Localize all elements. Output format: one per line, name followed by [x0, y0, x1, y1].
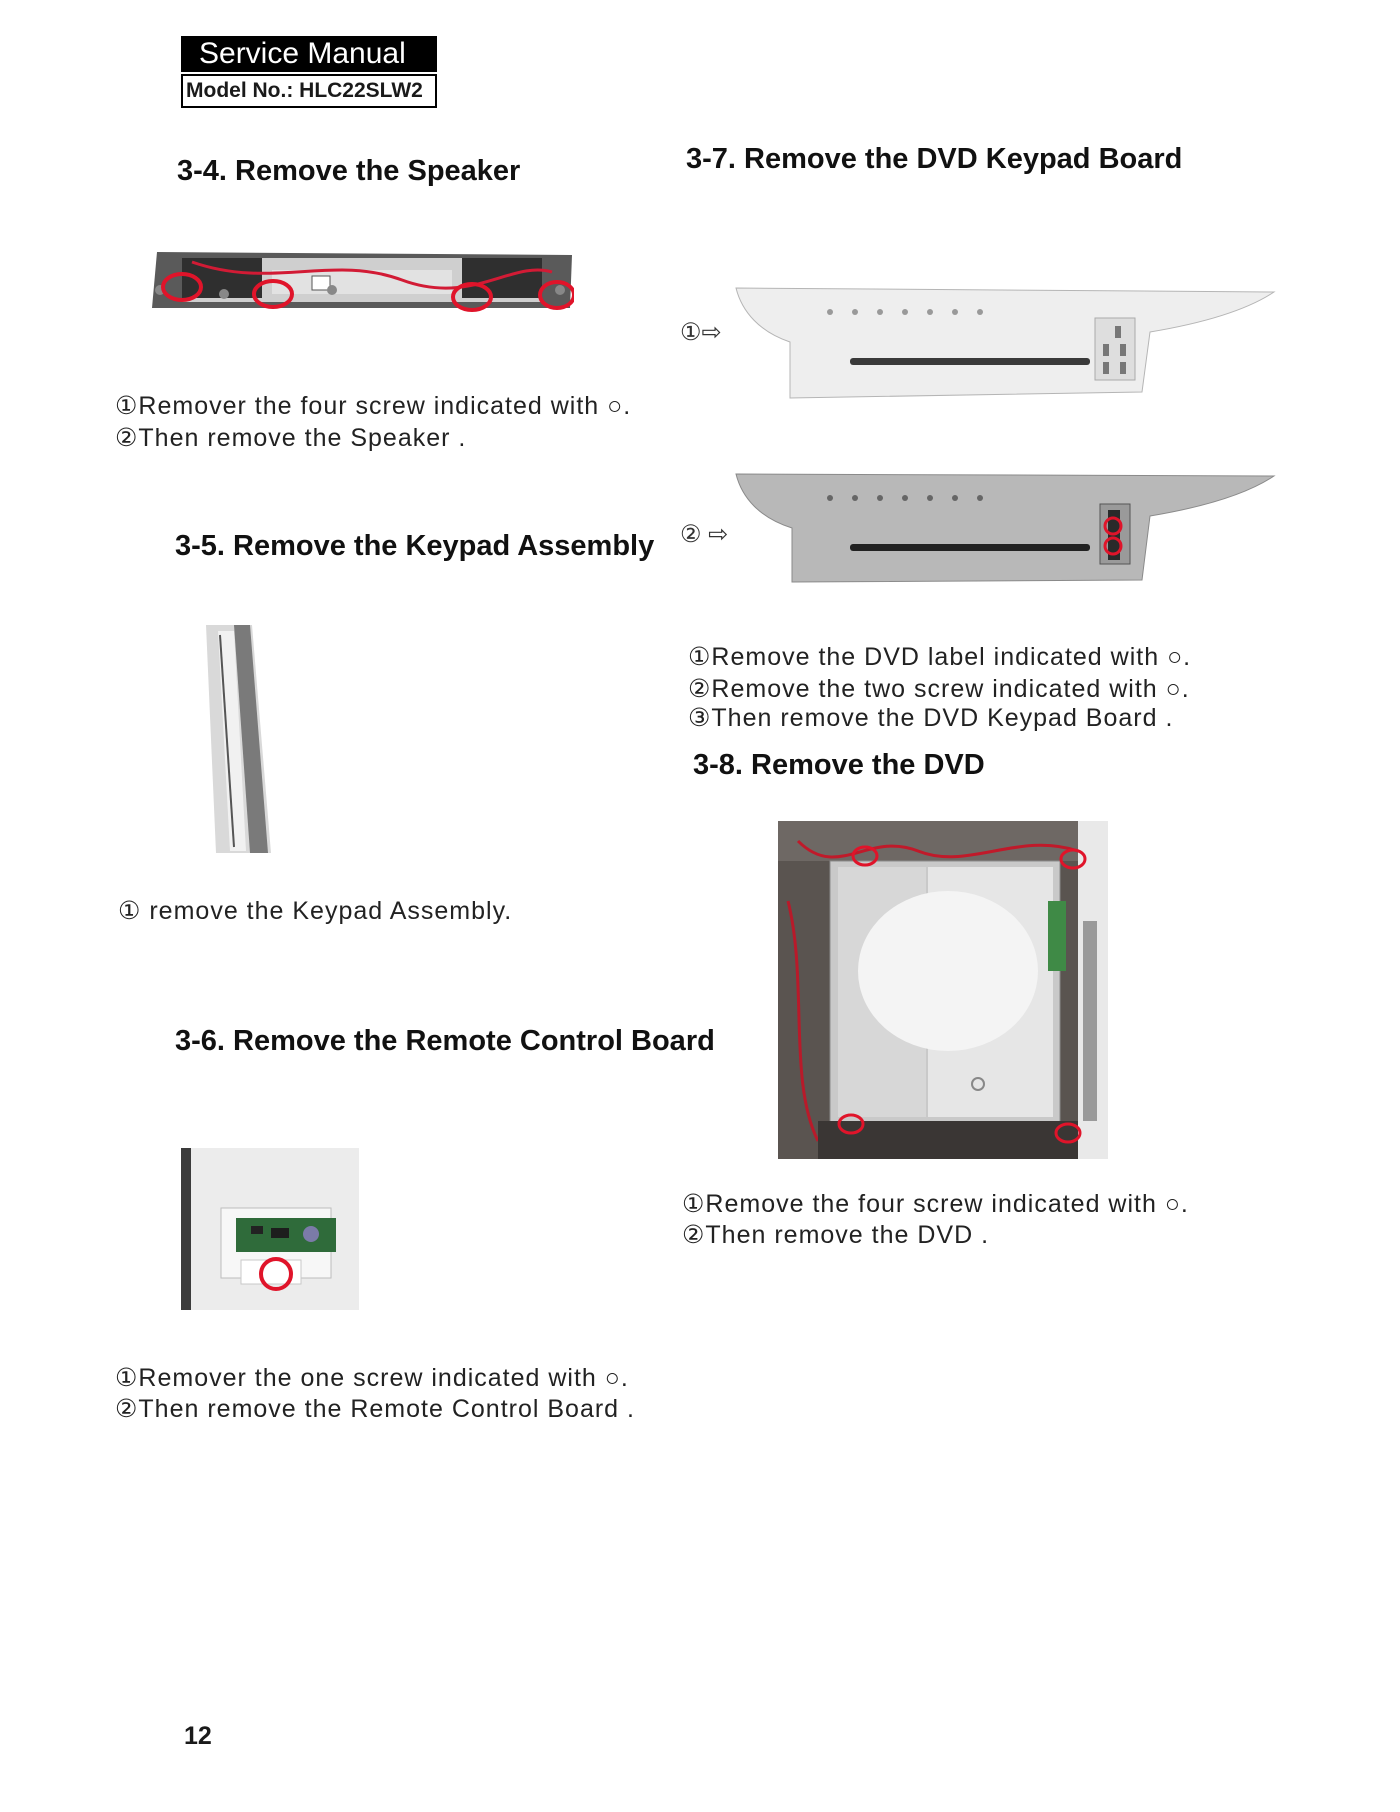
section-3-8-title: 3-8. Remove the DVD — [693, 749, 985, 781]
section-3-5-title: 3-5. Remove the Keypad Assembly — [175, 530, 655, 562]
step-3-8-2: ②Then remove the DVD . — [682, 1221, 990, 1249]
speaker-photo — [152, 250, 574, 312]
step-3-7-2: ②Remove the two screw indicated with ○. — [688, 675, 1190, 703]
remote-control-board-photo — [181, 1148, 359, 1310]
step-3-4-1: ①Remover the four screw indicated with ○. — [115, 392, 632, 420]
view-marker-2: ② ⇨ — [680, 521, 729, 548]
step-3-7-1: ①Remove the DVD label indicated with ○. — [688, 643, 1192, 671]
step-3-6-1: ①Remover the one screw indicated with ○. — [115, 1364, 629, 1392]
view-marker-1: ①⇨ — [680, 319, 722, 346]
step-3-6-2: ②Then remove the Remote Control Board . — [115, 1395, 635, 1423]
step-3-7-3: ③Then remove the DVD Keypad Board . — [688, 704, 1174, 732]
page-number: 12 — [184, 1722, 212, 1750]
dvd-keypad-photo-1 — [730, 282, 1278, 400]
step-3-8-1: ①Remove the four screw indicated with ○. — [682, 1190, 1189, 1218]
model-number: Model No.: HLC22SLW2 — [181, 74, 437, 108]
step-3-5-1: ① remove the Keypad Assembly. — [118, 897, 513, 925]
keypad-assembly-photo — [206, 625, 271, 853]
section-3-6-title: 3-6. Remove the Remote Control Board — [175, 1025, 715, 1057]
step-3-4-2: ②Then remove the Speaker . — [115, 424, 467, 452]
section-3-4-title: 3-4. Remove the Speaker — [177, 155, 521, 187]
dvd-photo — [778, 821, 1108, 1159]
section-3-7-title: 3-7. Remove the DVD Keypad Board — [686, 143, 1183, 175]
manual-title: Service Manual — [181, 36, 437, 72]
dvd-keypad-photo-2 — [730, 470, 1278, 585]
